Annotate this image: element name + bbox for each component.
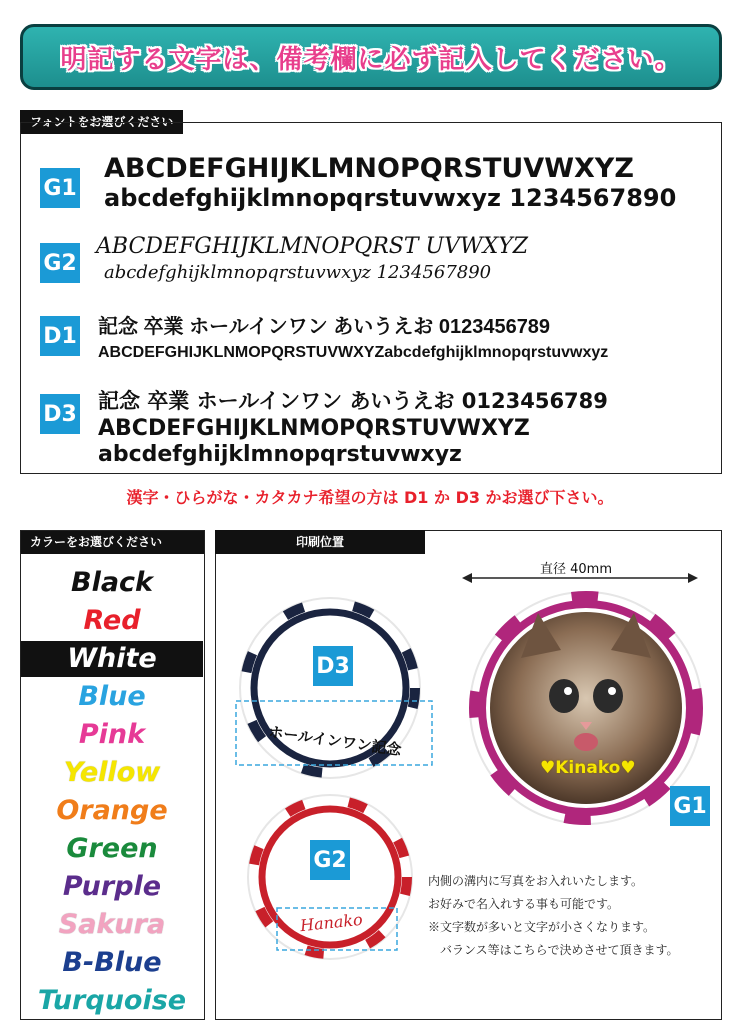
color-option-white[interactable]: White [21, 641, 203, 677]
color-option-blue[interactable]: Blue [78, 681, 146, 712]
font-code-g2[interactable]: G2 [40, 243, 80, 283]
banner-text: 明記する文字は、備考欄に必ず記入してください。 [60, 44, 682, 75]
font-g2-line-2: abcdefghijklmnopqrstuvwxyz 1234567890 [104, 262, 492, 283]
font-code-d1[interactable]: D1 [40, 316, 80, 356]
font-g2-line-1: ABCDEFGHIJKLMNOPQRST UVWXYZ [96, 234, 529, 259]
font-g1-line-2: abcdefghijklmnopqrstuvwxyz 1234567890 [104, 184, 677, 212]
color-options-box [20, 530, 205, 1020]
note-line-2: お好みで名入れする事も可能です。 [428, 897, 620, 911]
instruction-banner [20, 24, 722, 90]
font-d3-line-2: ABCDEFGHIJKLNMOPQRSTUVWXYZ [98, 416, 530, 441]
color-option-sakura[interactable]: Sakura [58, 909, 166, 940]
heart-icon: ♥ [540, 758, 556, 778]
font-code-d3[interactable]: D3 [40, 394, 80, 434]
font-d3-line-1: 記念 卒業 ホールインワン あいうえお 0123456789 [98, 389, 608, 413]
color-option-black[interactable]: Black [70, 567, 153, 598]
color-section-header: カラーをお選びください [20, 530, 205, 554]
note-line-3: ※文字数が多いと文字が小さくなります。 [428, 920, 656, 934]
chip-d3-code: D3 [313, 646, 353, 686]
chip-g2-code: G2 [310, 840, 350, 880]
heart-icon: ♥ [620, 758, 636, 778]
color-option-b-blue[interactable]: B-Blue [62, 947, 162, 978]
chip-g1-code: G1 [670, 786, 710, 826]
font-d1-line-2: ABCDEFGHIJKLNMOPQRSTUVWXYZabcdefghijklmnopqrstuvwxyz [98, 344, 609, 361]
print-section-header: 印刷位置 [215, 530, 425, 554]
color-option-turquoise[interactable]: Turquoise [37, 985, 187, 1016]
color-option-green[interactable]: Green [66, 833, 158, 864]
color-option-yellow[interactable]: Yellow [63, 757, 161, 788]
chip-g1-text: ♥Kinako♥ [540, 758, 636, 778]
note-line-1: 内側の溝内に写真をお入れいたします。 [428, 874, 644, 888]
color-option-orange[interactable]: Orange [56, 795, 168, 826]
font-g1-line-1: ABCDEFGHIJKLMNOPQRSTUVWXYZ [104, 153, 634, 184]
font-section-header: フォントをお選びください [20, 110, 183, 134]
diameter-arrow [460, 568, 700, 588]
color-option-purple[interactable]: Purple [62, 871, 162, 902]
font-code-g1[interactable]: G1 [40, 168, 80, 208]
font-notice: 漢字・ひらがな・カタカナ希望の方は D1 か D3 かお選び下さい。 [126, 488, 614, 507]
font-d3-line-3: abcdefghijklmnopqrstuvwxyz [98, 442, 462, 467]
diameter-label: 直径 40mm [540, 562, 613, 577]
color-option-red[interactable]: Red [83, 605, 141, 636]
chip-d3-text: ホールインワン記念 [267, 722, 403, 760]
color-option-pink[interactable]: Pink [78, 719, 146, 750]
font-d1-line-1: 記念 卒業 ホールインワン あいうえお 0123456789 [98, 316, 551, 338]
note-line-4: バランス等はこちらで決めさせて頂きます。 [428, 943, 679, 957]
chip-g2-text: Hanako [299, 909, 364, 936]
